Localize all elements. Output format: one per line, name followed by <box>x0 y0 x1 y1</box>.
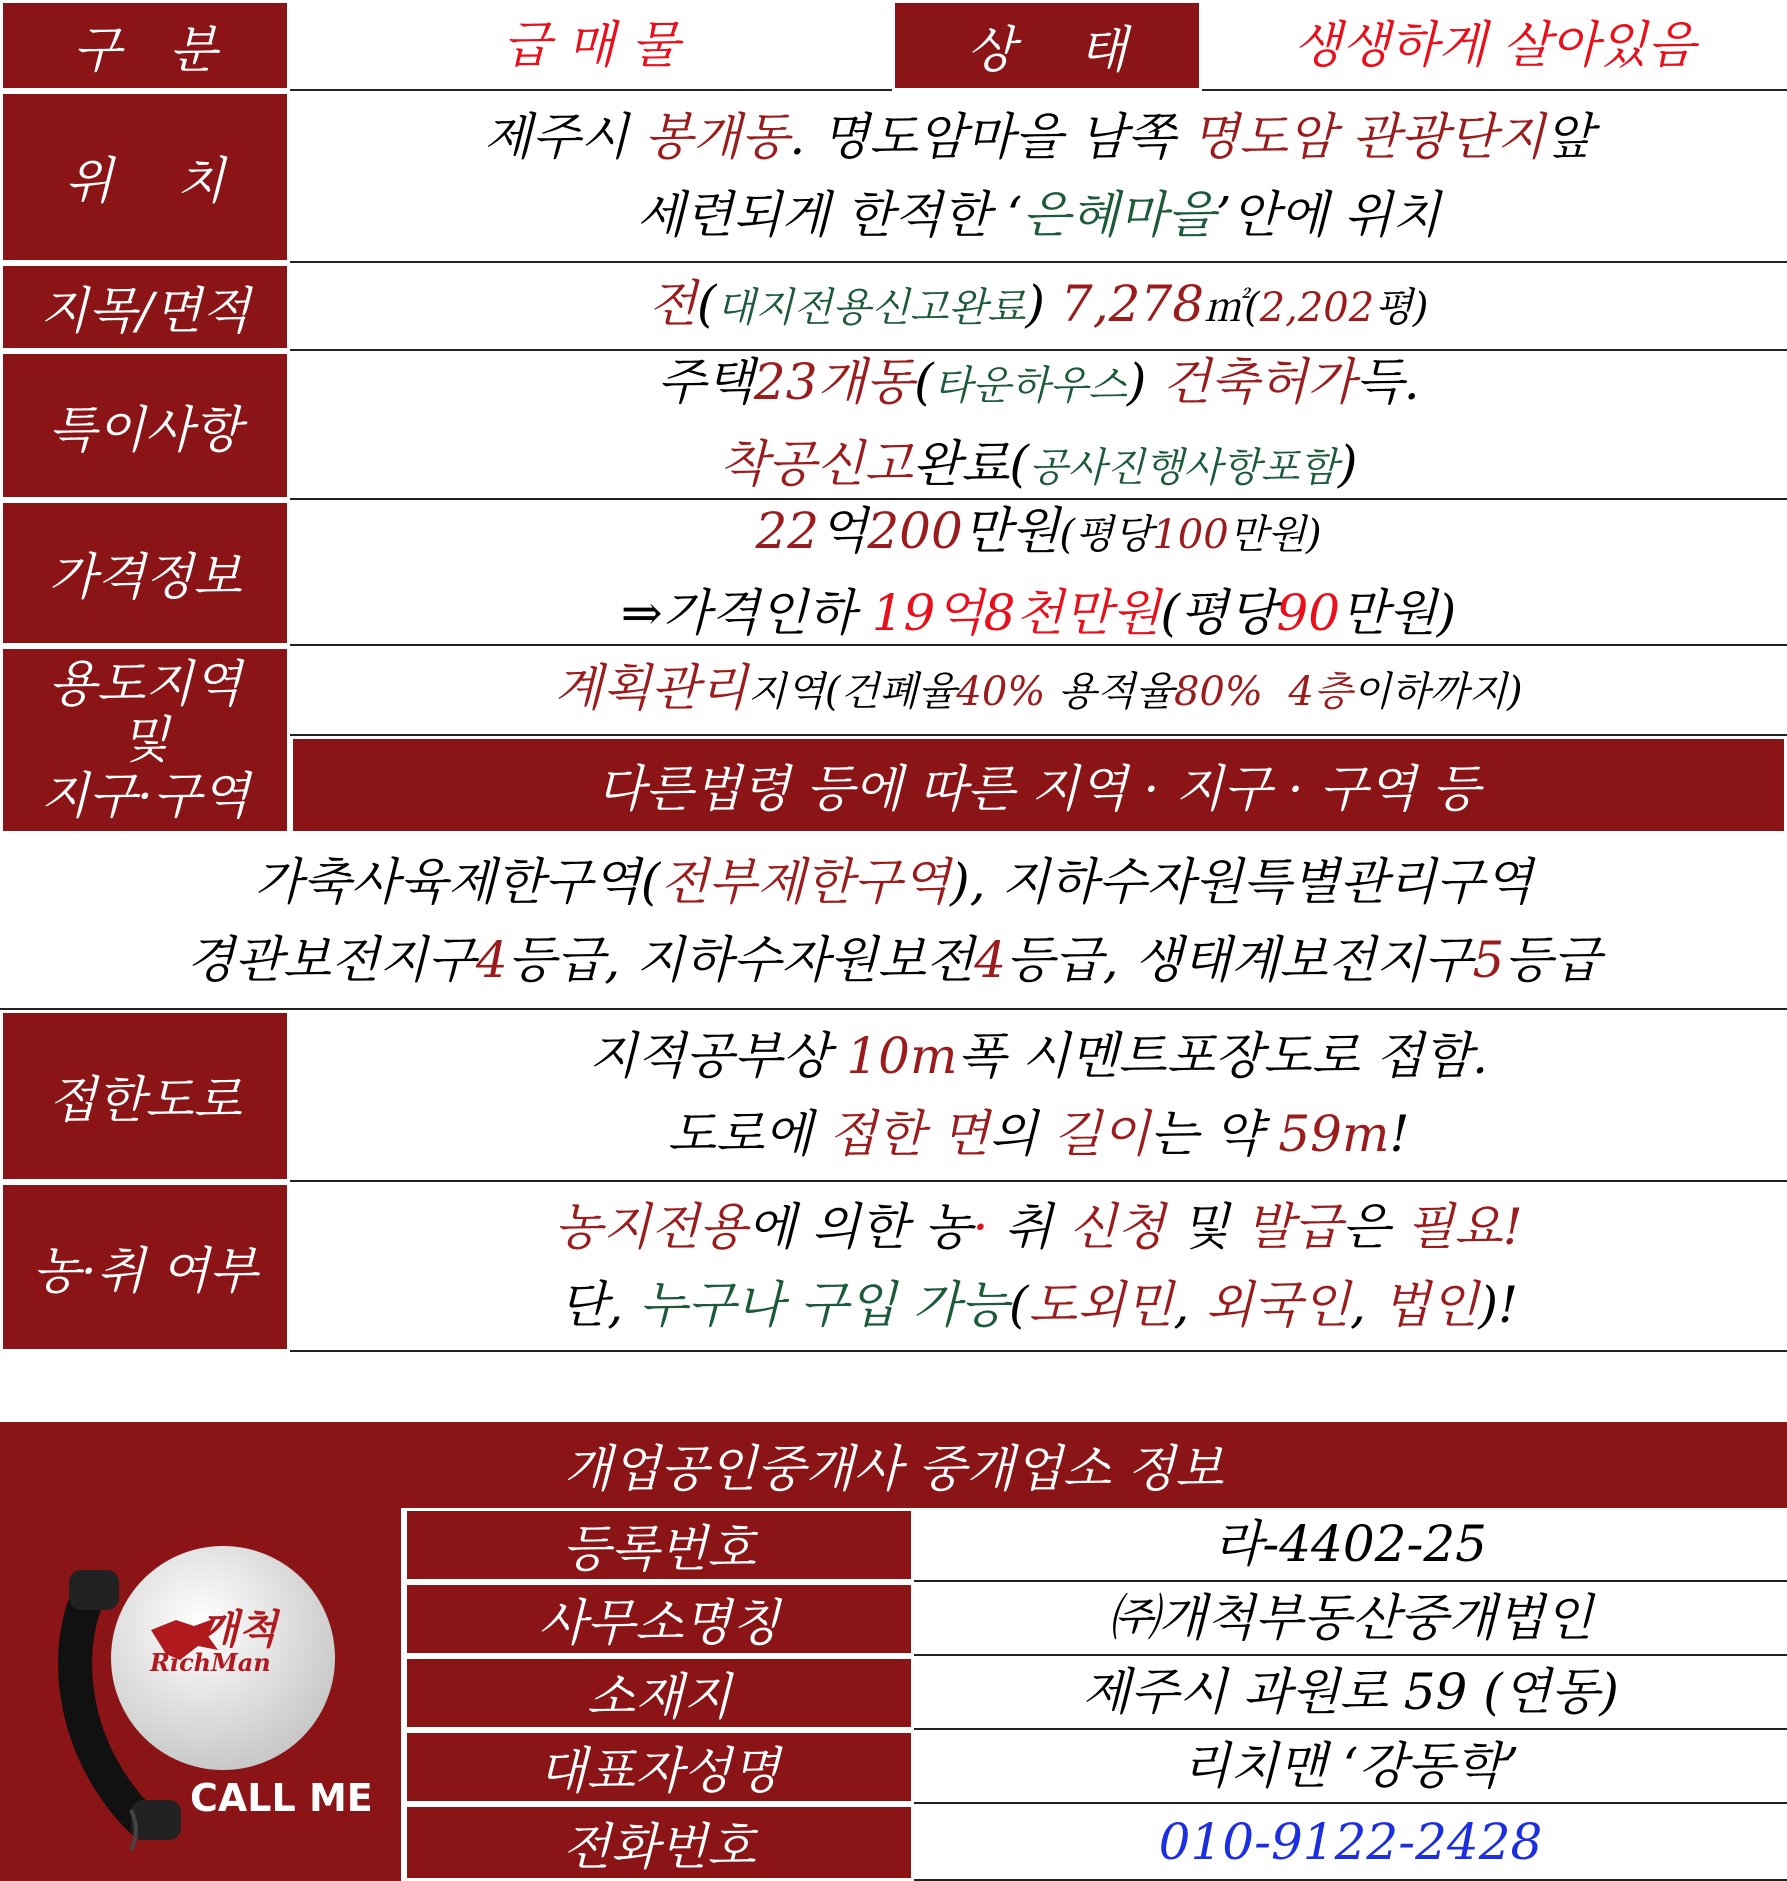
highlight: 계획관리 <box>554 659 748 717</box>
highlight: 길이 <box>1053 1105 1150 1163</box>
text: 주택 <box>657 352 754 411</box>
text: 평) <box>1374 285 1429 331</box>
label-special-text: 특이사항 <box>48 400 242 459</box>
highlight: 법인 <box>1381 1276 1479 1334</box>
label-farm-text: 농·취 여부 <box>32 1242 258 1300</box>
text: ) <box>1337 434 1358 493</box>
text: ’안에 위치 <box>1215 186 1441 244</box>
road-line-2 <box>668 1095 1410 1173</box>
text: 이하까지) <box>1352 669 1523 715</box>
area-line <box>649 265 1429 347</box>
value-road <box>290 1010 1787 1182</box>
agent-header-text: 개업공인중개사 중개업소 정보 <box>563 1440 1224 1498</box>
highlight: 전부제한구역 <box>660 853 951 911</box>
farm-line-1 <box>554 1188 1522 1266</box>
label-location <box>0 91 290 263</box>
agent-header <box>0 1422 1787 1508</box>
agent-value-text: 제주시 과원로 59 (연동) <box>1082 1663 1619 1721</box>
text: 경관보전지구 <box>186 931 476 989</box>
highlight: 발급 <box>1245 1198 1342 1256</box>
highlight: 4 <box>974 931 1006 989</box>
agent-label-representative <box>404 1730 914 1804</box>
text: 만원) <box>1228 512 1322 558</box>
highlight: 봉개동 <box>644 108 790 166</box>
highlight: 4 <box>475 931 508 989</box>
label-zoning <box>0 646 290 834</box>
highlight: 누구나 구입 가능 <box>639 1276 1009 1334</box>
road-line-1 <box>589 1017 1488 1095</box>
logo-text: 개척 <box>200 1606 278 1653</box>
agent-value-registration <box>914 1508 1787 1582</box>
logo-sub: RichMan <box>150 1648 271 1677</box>
agent-label-text: 등록번호 <box>562 1520 756 1578</box>
label-area-text: 지목/면적 <box>39 282 251 340</box>
text: 등급 <box>1504 931 1601 989</box>
price-line-2 <box>621 574 1456 652</box>
text: ( <box>696 275 717 333</box>
other-laws-header <box>290 736 1787 834</box>
zoning-line <box>554 649 1522 731</box>
agent-label-phone <box>404 1804 914 1881</box>
value-area <box>290 263 1787 351</box>
text: ( <box>1008 1276 1029 1334</box>
highlight: 대지전용신고완료 <box>716 285 1026 331</box>
highlight: 19억8천만원 <box>871 584 1161 642</box>
text: (평당 <box>1059 512 1153 558</box>
highlight: 도외민 <box>1028 1276 1174 1334</box>
text: 득. <box>1355 352 1420 411</box>
text: 에 의한 농 <box>747 1198 973 1256</box>
value-category-text: 급 매 물 <box>502 15 680 74</box>
agent-value-phone[interactable] <box>914 1804 1787 1881</box>
label-price <box>0 500 290 646</box>
value-category <box>290 0 892 91</box>
highlight: 80% <box>1173 669 1263 715</box>
label-zoning-text: 용도지역 및 지구·구역 <box>40 655 250 825</box>
highlight: 공사진행사항포함 <box>1028 444 1338 491</box>
agent-value-address <box>914 1656 1787 1730</box>
highlight: 타운하우스 <box>933 362 1127 409</box>
highlight: 7,278 <box>1060 275 1205 333</box>
highlight: 명도암 관광단지 <box>1191 108 1546 166</box>
agent-value-text: ㈜개척부동산중개법인 <box>1108 1589 1593 1647</box>
logo-panel <box>0 1508 404 1881</box>
highlight: 농지전용 <box>554 1198 748 1256</box>
highlight: · <box>972 1198 989 1256</box>
restrict-line-2 <box>186 921 1601 999</box>
label-status-text: 상 태 <box>966 20 1128 79</box>
text: ㎡( <box>1204 285 1260 331</box>
text: , <box>1173 1276 1206 1334</box>
special-line-1 <box>657 343 1419 425</box>
text: 등급, 생태계보전지구 <box>1006 931 1473 989</box>
label-status <box>892 0 1202 91</box>
label-road-text: 접한도로 <box>48 1071 242 1129</box>
text: 취 <box>988 1198 1069 1256</box>
label-location-text: 위 치 <box>64 152 226 210</box>
highlight: 착공신고 <box>719 434 913 493</box>
label-category <box>0 0 290 91</box>
value-zoning <box>290 646 1787 736</box>
text: 지적공부상 <box>588 1027 847 1085</box>
highlight: 건축허가 <box>1162 352 1356 411</box>
highlight: 40% <box>956 669 1046 715</box>
agent-label-text: 전화번호 <box>562 1817 756 1876</box>
highlight: 100 <box>1152 512 1229 558</box>
text: ⇒가격인하 <box>620 584 872 642</box>
agent-value-representative <box>914 1730 1787 1804</box>
text: 폭 시멘트포장도로 접함. <box>957 1027 1489 1085</box>
text: , <box>1350 1276 1382 1334</box>
highlight: 10m <box>846 1027 958 1085</box>
highlight: 전 <box>648 275 697 333</box>
text: ( <box>914 352 934 411</box>
label-category-text: 구 분 <box>72 20 218 79</box>
text: ) <box>1025 275 1061 333</box>
price-line-1 <box>755 492 1321 574</box>
value-farm <box>290 1182 1787 1352</box>
restrict-line-1 <box>254 843 1532 921</box>
text: 는 약 <box>1149 1105 1279 1163</box>
text: 및 <box>1165 1198 1246 1256</box>
label-road <box>0 1010 290 1182</box>
phone-number-link[interactable]: 010-9122-2428 <box>1158 1812 1543 1871</box>
text: 지역(건폐율 <box>747 669 957 715</box>
text: 억 <box>819 502 868 560</box>
agent-value-office <box>914 1582 1787 1656</box>
text: 단, <box>558 1276 640 1334</box>
call-me-text: CALL ME <box>190 1776 373 1820</box>
text: 만원) <box>1340 584 1457 642</box>
highlight: 23개동 <box>753 352 915 411</box>
highlight: 2,202 <box>1259 285 1375 331</box>
highlight: 신청 <box>1068 1198 1166 1256</box>
text: )! <box>1478 1276 1519 1334</box>
text: 완료( <box>912 434 1029 493</box>
agent-rows <box>404 1508 1787 1881</box>
text: 제주시 <box>483 108 645 166</box>
text: 세련되게 한적한 ‘ <box>636 186 1023 244</box>
value-special <box>290 351 1787 500</box>
text: 만원 <box>962 502 1060 560</box>
label-farm <box>0 1182 290 1352</box>
highlight: 접한 면 <box>828 1105 990 1163</box>
agent-label-address <box>404 1656 914 1730</box>
agent-label-text: 사무소명칭 <box>538 1594 780 1652</box>
label-special <box>0 351 290 500</box>
value-location <box>290 91 1787 263</box>
text: 가축사육제한구역( <box>254 853 661 911</box>
text: . 명도암마을 남쪽 <box>789 108 1192 166</box>
highlight: 필요! <box>1406 1198 1523 1256</box>
farm-line-2 <box>559 1266 1518 1344</box>
highlight: 외국인 <box>1205 1276 1351 1334</box>
text: ) <box>1126 352 1163 411</box>
highlight: 5 <box>1472 931 1505 989</box>
text: 도로에 <box>667 1105 829 1163</box>
text <box>1263 669 1288 715</box>
highlight: 22 <box>755 502 820 560</box>
agent-label-text: 대표자성명 <box>538 1742 780 1800</box>
highlight: 은혜마을 <box>1022 186 1216 244</box>
text: 용적율 <box>1045 669 1174 715</box>
other-laws-header-text: 다른법령 등에 따른 지역 · 지구 · 구역 등 <box>596 760 1481 818</box>
value-price <box>290 500 1787 646</box>
text: 은 <box>1341 1198 1406 1256</box>
label-area <box>0 263 290 351</box>
agent-value-text: 리치맨 ‘강동학’ <box>1181 1737 1520 1795</box>
agent-label-text: 소재지 <box>586 1668 732 1726</box>
location-line-1 <box>484 98 1594 176</box>
agent-value-text: 라-4402-25 <box>1214 1515 1487 1573</box>
restrictions <box>0 834 1787 1010</box>
text: 의 <box>989 1105 1054 1163</box>
text: 등급, 지하수자원보전 <box>507 931 975 989</box>
agent-label-registration <box>404 1508 914 1582</box>
text: 앞 <box>1545 108 1594 166</box>
highlight: 200 <box>867 502 963 560</box>
text: ), 지하수자원특별관리구역 <box>950 853 1533 911</box>
location-line-2 <box>637 176 1441 254</box>
highlight: 90 <box>1276 584 1341 642</box>
agent-label-office <box>404 1582 914 1656</box>
value-status-text: 생생하게 살아있음 <box>1293 15 1696 74</box>
label-price-text: 가격정보 <box>48 548 242 606</box>
text: ! <box>1389 1105 1410 1163</box>
highlight: 4층 <box>1288 669 1353 715</box>
value-status <box>1202 0 1787 91</box>
highlight: 59m <box>1278 1105 1390 1163</box>
text: (평당 <box>1160 584 1277 642</box>
